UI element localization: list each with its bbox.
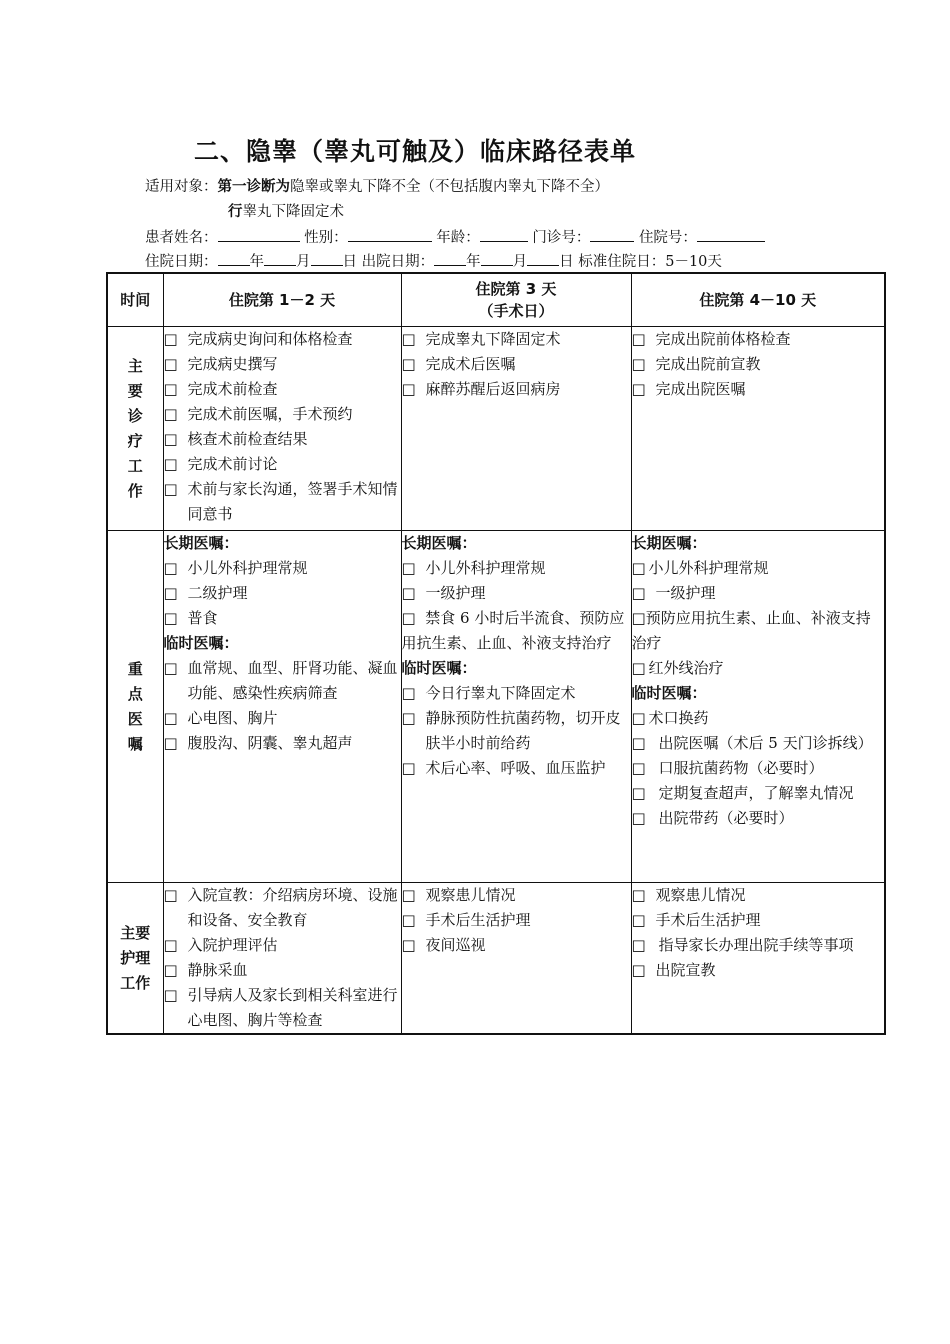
cell-orders-day3	[401, 531, 631, 883]
applicable-label: 适用对象：	[145, 179, 218, 195]
item-text: 出院宣教	[655, 961, 716, 979]
checkbox-icon[interactable]: □	[163, 330, 178, 348]
checkbox-icon[interactable]: □	[401, 355, 416, 373]
list-item[interactable]	[632, 556, 885, 581]
admit-month-field[interactable]	[264, 251, 296, 266]
checkbox-icon[interactable]: □	[631, 380, 646, 398]
clinic-no-field[interactable]	[590, 227, 634, 242]
admit-date-label: 住院日期：	[145, 254, 218, 270]
list-item[interactable]	[402, 933, 631, 958]
list-item[interactable]	[402, 581, 631, 606]
list-item[interactable]	[632, 781, 885, 806]
row-label-char: 作	[127, 481, 143, 500]
list-item[interactable]	[632, 933, 885, 958]
item-text: 术口换药	[648, 709, 709, 727]
header-time: 时间	[107, 273, 163, 327]
list-item[interactable]	[402, 883, 631, 908]
cell-nursing-day3	[401, 883, 631, 1035]
admit-year-field[interactable]	[218, 251, 250, 266]
checkbox-icon[interactable]: □	[401, 380, 416, 398]
checkbox-icon[interactable]: □	[631, 584, 646, 602]
list-item[interactable]	[164, 327, 401, 352]
row-label-diagnosis-work	[107, 327, 163, 531]
checkbox-icon[interactable]: □	[401, 709, 416, 727]
list-item[interactable]	[164, 377, 401, 402]
long-term-orders-heading: 长期医嘱：	[163, 534, 239, 552]
table-row-key-orders	[107, 531, 885, 883]
checkbox-icon[interactable]: □	[631, 886, 646, 904]
checkbox-icon[interactable]: □	[631, 559, 646, 577]
item-text: 观察患儿情况	[655, 886, 746, 904]
list-item[interactable]	[164, 402, 401, 427]
procedure-line	[228, 202, 344, 222]
item-text: 核查术前检查结果	[187, 430, 308, 448]
checkbox-icon[interactable]: □	[163, 380, 178, 398]
checkbox-icon[interactable]: □	[631, 355, 646, 373]
list-item[interactable]	[164, 477, 401, 527]
checkbox-icon[interactable]: □	[631, 609, 646, 627]
item-text: 一级护理	[655, 584, 716, 602]
checkbox-icon[interactable]: □	[631, 809, 646, 827]
checkbox-icon[interactable]: □	[401, 684, 416, 702]
discharge-day-field[interactable]	[527, 251, 559, 266]
item-text: 二级护理	[187, 584, 248, 602]
row-label-line: 护理	[120, 948, 151, 967]
temporary-orders-heading: 临时医嘱：	[163, 634, 239, 652]
list-item[interactable]	[164, 452, 401, 477]
item-text: 麻醉苏醒后返回病房	[425, 380, 561, 398]
cell-nursing-day1-2	[163, 883, 401, 1035]
list-item[interactable]	[402, 327, 631, 352]
item-text: 定期复查超声，了解睾丸情况	[658, 784, 854, 802]
day-label: 日	[342, 254, 357, 270]
row-label-char: 工	[127, 456, 143, 475]
row-label-key-orders	[107, 531, 163, 883]
day-label: 日	[559, 254, 574, 270]
list-item[interactable]	[632, 656, 885, 681]
applicable-line	[145, 177, 609, 197]
checkbox-icon[interactable]: □	[631, 936, 646, 954]
item-text: 夜间巡视	[425, 936, 486, 954]
list-item[interactable]	[164, 731, 401, 756]
item-text: 一级护理	[425, 584, 486, 602]
procedure-bold: 行	[228, 204, 243, 220]
cell-nursing-day4-10	[631, 883, 885, 1035]
checkbox-icon[interactable]: □	[163, 709, 178, 727]
checkbox-icon[interactable]: □	[631, 734, 646, 752]
checkbox-icon[interactable]: □	[163, 961, 178, 979]
checkbox-icon[interactable]: □	[401, 936, 416, 954]
diagnosis-text: 隐睾或睾丸下降不全（不包括腹内睾丸下降不全）	[290, 179, 609, 195]
header-day3-line1: 住院第 3 天	[475, 280, 557, 298]
checkbox-icon[interactable]: □	[163, 559, 178, 577]
list-item[interactable]	[632, 883, 885, 908]
list-item[interactable]	[164, 606, 401, 631]
header-day1-2: 住院第 1－2 天	[163, 273, 401, 327]
item-text: 手术后生活护理	[425, 911, 531, 929]
row-label-line: 主要	[120, 923, 151, 942]
diagnosis-bold: 第一诊断为	[217, 179, 290, 195]
checkbox-icon[interactable]: □	[163, 734, 178, 752]
row-label-char: 诊	[127, 406, 143, 425]
checkbox-icon[interactable]: □	[631, 330, 646, 348]
item-text: 静脉预防性抗菌药物，切开皮肤半小时前给药	[425, 709, 621, 752]
sex-field[interactable]	[348, 227, 432, 242]
item-text: 完成出院前体格检查	[655, 330, 791, 348]
item-text: 今日行睾丸下降固定术	[425, 684, 576, 702]
row-label-char: 嘱	[127, 734, 143, 753]
list-item[interactable]	[402, 352, 631, 377]
year-label: 年	[249, 254, 264, 270]
list-item[interactable]	[632, 377, 885, 402]
dates-line	[145, 251, 722, 272]
list-item[interactable]	[164, 958, 401, 983]
long-term-orders-heading: 长期医嘱：	[631, 534, 707, 552]
checkbox-icon[interactable]: □	[631, 659, 646, 677]
cell-orders-day1-2	[163, 531, 401, 883]
month-label: 月	[512, 254, 528, 270]
long-term-orders-heading: 长期医嘱：	[401, 534, 477, 552]
list-item[interactable]	[164, 983, 401, 1033]
item-text: 入院宣教：介绍病房环境、设施和设备、安全教育	[187, 886, 398, 929]
item-text: 红外线治疗	[648, 659, 724, 677]
checkbox-icon[interactable]: □	[401, 609, 416, 627]
list-item[interactable]	[164, 656, 401, 706]
item-text: 出院医嘱（术后 5 天门诊拆线）	[658, 734, 873, 752]
checkbox-icon[interactable]: □	[401, 911, 416, 929]
list-item[interactable]	[632, 756, 885, 781]
item-text: 完成术前医嘱，手术预约	[187, 405, 353, 423]
item-text: 完成睾丸下降固定术	[425, 330, 561, 348]
checkbox-icon[interactable]: □	[163, 584, 178, 602]
item-text: 小儿外科护理常规	[648, 559, 769, 577]
cell-diagnosis-day4-10	[631, 327, 885, 531]
list-item[interactable]	[632, 806, 885, 831]
item-text: 完成病史撰写	[187, 355, 278, 373]
checkbox-icon[interactable]: □	[401, 584, 416, 602]
discharge-date-label: 出院日期：	[361, 254, 435, 270]
row-label-nursing-work	[107, 883, 163, 1035]
discharge-month-field[interactable]	[481, 251, 513, 266]
inpatient-no-field[interactable]	[697, 227, 765, 242]
list-item[interactable]	[632, 908, 885, 933]
row-label-char: 医	[127, 709, 143, 728]
item-text: 手术后生活护理	[655, 911, 761, 929]
list-item[interactable]	[632, 958, 885, 983]
list-item[interactable]	[164, 933, 401, 958]
cell-orders-day4-10	[631, 531, 885, 883]
list-item[interactable]	[164, 706, 401, 731]
list-item[interactable]	[402, 681, 631, 706]
item-text: 完成术前检查	[187, 380, 278, 398]
discharge-year-field[interactable]	[434, 251, 466, 266]
item-text: 静脉采血	[187, 961, 248, 979]
checkbox-icon[interactable]: □	[163, 430, 178, 448]
admit-day-field[interactable]	[311, 251, 343, 266]
checkbox-icon[interactable]: □	[401, 559, 416, 577]
checkbox-icon[interactable]: □	[163, 659, 178, 677]
clinic-no-label: 门诊号：	[532, 230, 591, 246]
list-item[interactable]	[632, 606, 885, 656]
item-text: 完成出院前宣教	[655, 355, 761, 373]
checkbox-icon[interactable]: □	[631, 911, 646, 929]
list-item[interactable]	[632, 327, 885, 352]
age-label: 年龄：	[436, 230, 480, 246]
list-item[interactable]	[632, 706, 885, 731]
checkbox-icon[interactable]: □	[163, 609, 178, 627]
header-day3	[401, 273, 631, 327]
list-item[interactable]	[164, 581, 401, 606]
header-day3-line2: （手术日）	[478, 302, 554, 320]
item-text: 出院带药（必要时）	[658, 809, 794, 827]
age-field[interactable]	[480, 227, 528, 242]
item-text: 血常规、血型、肝肾功能、凝血功能、感染性疾病筛查	[187, 659, 398, 702]
temporary-orders-heading: 临时医嘱：	[631, 684, 707, 702]
table-header-row	[107, 273, 885, 327]
list-item[interactable]	[402, 606, 631, 656]
header-day4-10: 住院第 4－10 天	[631, 273, 885, 327]
standard-stay-label: 标准住院日：5－10天	[578, 254, 722, 270]
list-item[interactable]	[164, 352, 401, 377]
patient-name-field[interactable]	[218, 227, 300, 242]
cell-diagnosis-day3	[401, 327, 631, 531]
checkbox-icon[interactable]: □	[163, 455, 178, 473]
row-label-char: 要	[127, 381, 143, 400]
row-label-char: 点	[127, 684, 143, 703]
item-text	[416, 609, 426, 627]
list-item[interactable]	[164, 556, 401, 581]
item-text: 禁食 6 小时后半流食、预防应用抗生素、止血、补液支持治疗	[401, 609, 625, 652]
list-item[interactable]	[402, 908, 631, 933]
procedure-text: 睾丸下降固定术	[242, 204, 344, 220]
checkbox-icon[interactable]: □	[631, 759, 646, 777]
checkbox-icon[interactable]: □	[163, 355, 178, 373]
item-text: 入院护理评估	[187, 936, 278, 954]
checkbox-icon[interactable]: □	[631, 709, 646, 727]
table-row-diagnosis-work	[107, 327, 885, 531]
row-label-char: 疗	[127, 431, 143, 450]
item-text: 术前与家长沟通，签署手术知情同意书	[187, 480, 398, 523]
checkbox-icon[interactable]: □	[631, 784, 646, 802]
checkbox-icon[interactable]: □	[163, 986, 178, 1004]
list-item[interactable]	[402, 556, 631, 581]
temporary-orders-heading: 临时医嘱：	[401, 659, 477, 677]
patient-info-line	[145, 227, 765, 248]
checkbox-icon[interactable]: □	[163, 405, 178, 423]
checkbox-icon[interactable]: □	[163, 936, 178, 954]
item-text: 预防应用抗生素、止血、补液支持治疗	[631, 609, 871, 652]
list-item[interactable]	[632, 352, 885, 377]
cell-diagnosis-day1-2	[163, 327, 401, 531]
item-text: 腹股沟、阴囊、睾丸超声	[187, 734, 353, 752]
row-label-line: 工作	[120, 973, 151, 992]
clinical-pathway-table	[106, 272, 886, 1035]
patient-name-label: 患者姓名：	[145, 230, 218, 246]
list-item[interactable]	[632, 731, 885, 756]
sex-label: 性别：	[304, 230, 348, 246]
row-label-char: 重	[127, 659, 143, 678]
list-item[interactable]	[632, 581, 885, 606]
month-label: 月	[296, 254, 311, 270]
item-text: 小儿外科护理常规	[425, 559, 546, 577]
checkbox-icon[interactable]: □	[401, 886, 416, 904]
item-text: 完成出院医嘱	[655, 380, 746, 398]
page-title: 二、隐睾（睾丸可触及）临床路径表单	[194, 137, 637, 166]
row-label-char: 主	[127, 356, 143, 375]
list-item[interactable]	[402, 706, 631, 756]
item-text: 观察患儿情况	[425, 886, 516, 904]
checkbox-icon[interactable]: □	[631, 961, 646, 979]
checkbox-icon[interactable]: □	[163, 480, 178, 498]
list-item[interactable]	[402, 756, 631, 781]
checkbox-icon[interactable]: □	[163, 886, 178, 904]
table-row-nursing-work	[107, 883, 885, 1035]
item-text: 普食	[187, 609, 218, 627]
year-label: 年	[466, 254, 481, 270]
checkbox-icon[interactable]: □	[401, 759, 416, 777]
checkbox-icon[interactable]: □	[401, 330, 416, 348]
list-item[interactable]	[402, 377, 631, 402]
item-text: 完成病史询问和体格检查	[187, 330, 353, 348]
list-item[interactable]	[164, 883, 401, 933]
item-text: 心电图、胸片	[187, 709, 278, 727]
list-item[interactable]	[164, 427, 401, 452]
item-text: 口服抗菌药物（必要时）	[658, 759, 824, 777]
item-text: 指导家长办理出院手续等事项	[658, 936, 854, 954]
item-text: 小儿外科护理常规	[187, 559, 308, 577]
item-text: 完成术前讨论	[187, 455, 278, 473]
inpatient-no-label: 住院号：	[638, 230, 697, 246]
item-text: 引导病人及家长到相关科室进行心电图、胸片等检查	[187, 986, 398, 1029]
item-text: 完成术后医嘱	[425, 355, 516, 373]
item-text: 术后心率、呼吸、血压监护	[425, 759, 606, 777]
